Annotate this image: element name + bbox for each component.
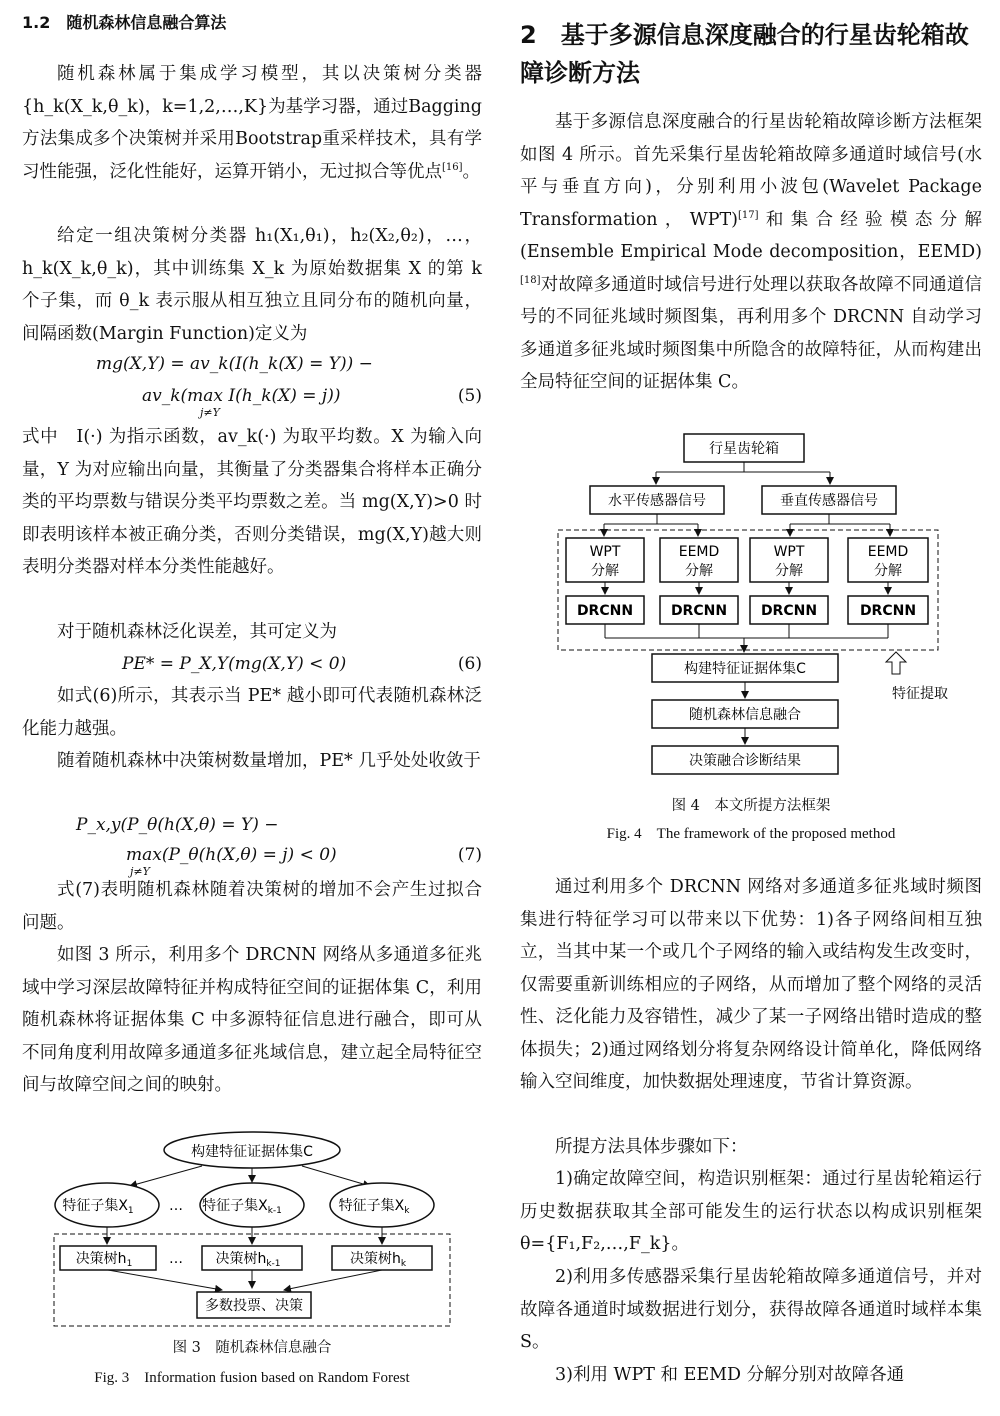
svg-text:WPT: WPT xyxy=(589,544,621,560)
svg-text:分解: 分解 xyxy=(685,563,713,579)
paragraph: 如图 3 所示，利用多个 DRCNN 网络从多通道多征兆域中学习深层故障特征并构成特征空间的证据体集 C，利用随机森林将证据体集 C 中多源特征信息进行融合，即可从不同角度利用故障多通道多征兆域信息，建立起全局特征空间与故障空间之间的映射。 xyxy=(22,945,482,1095)
ellipsis: … xyxy=(169,1251,183,1267)
feature-subset-label: 特征子集$X_k$ xyxy=(338,1198,410,1216)
svg-text:EEMD: EEMD xyxy=(678,544,720,560)
svg-text:WPT: WPT xyxy=(773,544,805,560)
diagnosis-result-label: 决策融合诊断结果 xyxy=(689,753,801,769)
gearbox-label: 行星齿轮箱 xyxy=(709,441,779,457)
ellipsis: … xyxy=(169,1198,183,1214)
figure-4-diagram xyxy=(556,430,976,790)
feature-subset-label: 特征子集$X_1$ xyxy=(62,1198,134,1216)
equation-number: (7) xyxy=(457,845,482,865)
svg-text:DRCNN: DRCNN xyxy=(760,603,818,619)
build-evidence-label: 构建特征证据体集C xyxy=(684,661,806,677)
paragraph: 给定一组决策树分类器 h₁(X₁,θ₁)，h₂(X₂,θ₂)，…，h_k(X_k,θ_k)，其中训练集 X_k 为原始数据集 X 的第 k 个子集，而 θ_k 表示服从相互独立且同分布的随机向量，间隔函数(Margin Function)定义为 xyxy=(22,226,482,344)
decision-tree-label: 决策树$h_k$ xyxy=(349,1251,407,1269)
citation[interactable]: [16] xyxy=(442,161,463,173)
evidence-set-label: 构建特征证据体集C xyxy=(191,1144,313,1160)
feature-extraction-label: 特征提取 xyxy=(892,686,948,702)
equation-number: (5) xyxy=(457,386,482,406)
paragraph: 所提方法具体步骤如下： xyxy=(555,1137,748,1157)
figure-4-caption-en: Fig. 4 The framework of the proposed method xyxy=(606,826,896,842)
equation-number: (6) xyxy=(457,654,482,674)
feature-subset-label: 特征子集$X_{k-1}$ xyxy=(202,1198,282,1216)
paragraph: 随机森林属于集成学习模型，其以决策树分类器{h_k(X_k,θ_k)，k=1,2,…,K}为基学习器，通过Bagging方法集成多个决策树并采用Bootstrap重采样技术，具有学习性能强，泛化性能好，运算开销小，无过拟合等优点[16]。 xyxy=(22,64,482,182)
majority-vote-label: 多数投票、决策 xyxy=(205,1298,303,1314)
paragraph: 对于随机森林泛化误差，其可定义为 xyxy=(57,622,337,642)
paragraph: 式中 I(·) 为指示函数，av_k(·) 为取平均数。X 为输入向量，Y 为对应输出向量，其衡量了分类器集合将样本正确分类的平均票数与错误分类平均票数之差。当 mg(X,Y)>0 时即表明该样本被正确分类，否则分类错误，mg(X,Y)越大则表明分类器对样本分类性能越好。 xyxy=(22,427,482,577)
figure-3-caption-en: Fig. 3 Information fusion based on Random Forest xyxy=(94,1370,410,1386)
paragraph: 随着随机森林中决策树数量增加，PE* 几乎处处收敛于 xyxy=(57,751,481,771)
vertical-sensor-label: 垂直传感器信号 xyxy=(780,493,878,509)
section-heading-1-2: 1.2 随机森林信息融合算法 xyxy=(22,13,227,32)
random-forest-label: 随机森林信息融合 xyxy=(689,707,801,723)
citation[interactable]: [17] xyxy=(738,209,759,221)
paragraph: 式(7)表明随机森林随着决策树的增加不会产生过拟合问题。 xyxy=(22,880,482,933)
svg-text:DRCNN: DRCNN xyxy=(670,603,728,619)
figure-3-caption-cn: 图 3 随机森林信息融合 xyxy=(172,1340,332,1356)
up-arrow-icon xyxy=(886,652,906,674)
decision-tree-label: 决策树$h_1$ xyxy=(75,1251,133,1269)
citation[interactable]: [18] xyxy=(520,274,541,286)
svg-text:EEMD: EEMD xyxy=(867,544,909,560)
figure-4-caption-cn: 图 4 本文所提方法框架 xyxy=(671,798,831,814)
svg-text:分解: 分解 xyxy=(591,563,619,579)
figure-3-diagram xyxy=(52,1130,452,1330)
svg-text:DRCNN: DRCNN xyxy=(576,603,634,619)
decision-tree-label: 决策树$h_{k-1}$ xyxy=(215,1251,281,1269)
paragraph: 通过利用多个 DRCNN 网络对多通道多征兆域时频图集进行特征学习可以带来以下优势：1)各子网络间相互独立，当其中某一个或几个子网络的输入或结构发生改变时，仅需要重新训练相应的子网络，从而增加了整个网络的灵活性、泛化能力及容错性，减少了某一子网络出错时造成的整体损失；2)通过网络划分将复杂网络设计简单化，降低网络输入空间维度，加快数据处理速度，节省计算资源。 xyxy=(520,877,982,1092)
paragraph: 1)确定故障空间，构造识别框架：通过行星齿轮箱运行历史数据获取其全部可能发生的运行状态以构成识别框架 θ={F₁,F₂,…,F_k}。 xyxy=(520,1169,982,1254)
svg-text:DRCNN: DRCNN xyxy=(859,603,917,619)
paragraph: 基于多源信息深度融合的行星齿轮箱故障诊断方法框架如图 4 所示。首先采集行星齿轮箱故障多通道时域信号(水平与垂直方向)，分别利用小波包(Wavelet Package Transformation，WPT)[17]和集合经验模态分解(Ensemble Empirical Mode decomposition，EEMD)[18]对故障多通道时域信号进行处理以获取各故障不同通道信号的不同征兆域时频图集，再利用多个 DRCNN 自动学习多通道多征兆域时频图集中所隐含的故障特征，从而构建出全局特征空间的证据体集 C。 xyxy=(520,112,983,392)
svg-text:分解: 分解 xyxy=(874,563,902,579)
paragraph: 3)利用 WPT 和 EEMD 分解分别对故障各通 xyxy=(555,1365,905,1385)
section-heading-2: 2 基于多源信息深度融合的行星齿轮箱故障诊断方法 xyxy=(520,21,969,87)
svg-text:分解: 分解 xyxy=(775,563,803,579)
paragraph: 2)利用多传感器采集行星齿轮箱故障多通道信号，并对故障各通道时域数据进行划分，获得故障各通道时域样本集 S。 xyxy=(520,1267,982,1352)
paragraph: 如式(6)所示，其表示当 PE* 越小即可代表随机森林泛化能力越强。 xyxy=(22,686,482,739)
horizontal-sensor-label: 水平传感器信号 xyxy=(608,493,706,509)
